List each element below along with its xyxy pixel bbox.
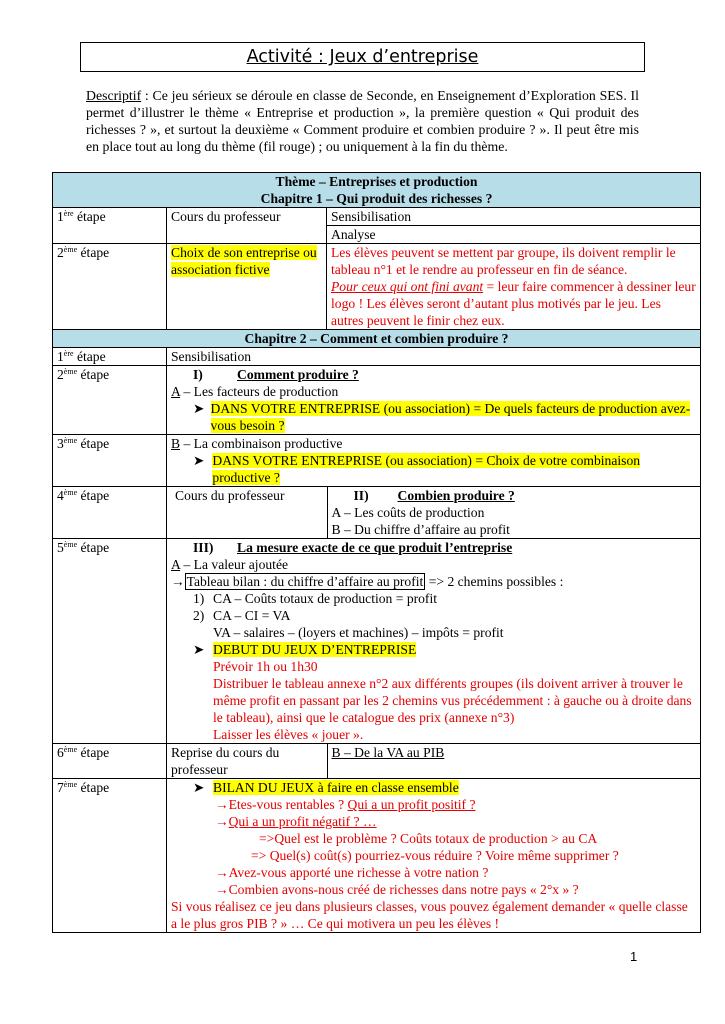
bullet-arrow-icon: ➤	[193, 453, 205, 468]
arrow-icon: →	[215, 865, 229, 880]
step-content-cell: I) Comment produire ? A – Les facteurs de production ➤ DANS VOTRE ENTREPRISE (ou association) = De quels facteurs de production avez-vous besoin ?	[167, 366, 701, 435]
step-cell: 1ère étape	[53, 348, 167, 366]
step-cell: 2ème étape	[53, 244, 167, 330]
step-cell: 1ère étape	[53, 208, 167, 244]
step-cell: 2ème étape	[53, 366, 167, 435]
theme-header-cell	[53, 173, 701, 208]
step-content-cell: B – La combinaison productive ➤ DANS VOTRE ENTREPRISE (ou association) = Choix de votre combinaison productive ?	[167, 435, 701, 487]
step-content-cell: ➤ BILAN DU JEUX à faire en classe ensemble →Etes-vous rentables ? Qui a un profit positif ? →Qui a un profit négatif ? … =>Quel est le problème ? Coûts totaux de production > au CA => Quel(s) coût(s) pourriez-vous réduire ? Voire même supprimer ? →Avez-vous apporté une richesse à votre nation ? →Combien avons-nous créé de richesses dans notre pays « 2°x » ? Si vous réalisez ce jeu dans plusieurs classes, vous pouvez également demander « quelle classe a le plus gros PIB ? » … Ce qui motivera un peu les élèves !	[167, 779, 701, 933]
step-content-cell: Cours du professeur	[167, 208, 327, 244]
table-row	[53, 435, 701, 487]
description-text: : Ce jeu sérieux se déroule en classe de Seconde, en Enseignement d’Exploration SES. Il permet d’illustrer le thème « Entreprise et production », la première question « Qui produit des richesses ? », et surtout la deuxième « Comment produire et combien produire ? ». Il peut être mis en place tout au long du thème (fil rouge) ; ou uniquement à la fin du thème.	[86, 88, 639, 154]
step-content-cell	[167, 244, 327, 330]
table-row	[53, 244, 701, 330]
step-cell: 6ème étape	[53, 744, 167, 779]
table-row	[53, 744, 701, 779]
header-row-chapter2	[53, 330, 701, 348]
page-title: Activité : Jeux d’entreprise	[80, 42, 645, 72]
step-content-cell: III) La mesure exacte de ce que produit l’entreprise A – La valeur ajoutée → Tableau bilan : du chiffre d’affaire au profit => 2 chemins possibles : 1) CA – Coûts totaux de production = profit 2) CA – CI = VA VA – salaires – (loyers et machines) – impôts = profit ➤ DEBUT DU JEUX D’ENTREPRISE Prévoir 1h ou 1h30 Distribuer le tableau annexe n°2 aux différents groupes (ils doivent arriver à trouver le même profit en passant par les 2 chemins vus précédemment : à gauche ou à droite dans le tableau), ainsi que le catalogue des prix (annexe n°3) Laisser les élèves « jouer ».	[167, 539, 701, 744]
description-label: Descriptif	[86, 88, 142, 103]
table-row	[53, 348, 701, 366]
step-cell: 5ème étape	[53, 539, 167, 744]
bullet-arrow-icon: ➤	[193, 780, 205, 795]
combien-produire-cell: II) Combien produire ? A – Les coûts de production B – Du chiffre d’affaire au profit	[327, 487, 700, 538]
highlighted-text: Choix de son entreprise ou association fictive	[171, 245, 317, 277]
step-cell: 3ème étape	[53, 435, 167, 487]
step-content-cell: Sensibilisation	[167, 348, 701, 366]
table-row	[53, 487, 701, 539]
arrow-icon: →	[215, 882, 229, 897]
course-text: Reprise du cours du professeur	[171, 745, 280, 777]
step-detail-cell	[327, 208, 701, 244]
table-row	[53, 539, 701, 744]
activity-table	[52, 172, 701, 933]
step-content-cell	[167, 487, 701, 539]
table-row	[53, 366, 701, 435]
step-detail-cell: Les élèves peuvent se mettent par groupe, ils doivent remplir le tableau n°1 et le rendre au professeur en fin de séance. Pour ceux qui ont fini avant = leur faire commencer à dessiner leur logo ! Les élèves seront d’autant plus motivés par le jeu. Les autres peuvent le finir chez eux.	[327, 244, 701, 330]
arrow-icon: →	[215, 797, 229, 812]
theme-header: Thème – Entreprises et production	[275, 174, 478, 189]
bullet-arrow-icon: ➤	[193, 642, 205, 657]
chapter1-header: Chapitre 1 – Qui produit des richesses ?	[260, 191, 493, 206]
step-cell: 7ème étape	[53, 779, 167, 933]
arrow-icon: →	[215, 814, 229, 829]
step-cell: 4ème étape	[53, 487, 167, 539]
analyse-text: Analyse	[331, 227, 376, 242]
description-paragraph	[86, 87, 639, 155]
table-row	[53, 208, 701, 244]
header-row-theme	[53, 173, 701, 208]
page-number: 1	[630, 949, 638, 964]
va-pib-cell: B – De la VA au PIB	[327, 744, 700, 778]
bullet-arrow-icon: ➤	[193, 401, 205, 416]
chapter2-header: Chapitre 2 – Comment et combien produire ?	[53, 330, 701, 348]
sensibilisation-text: Sensibilisation	[327, 208, 700, 226]
course-text: Cours du professeur	[175, 488, 285, 503]
boxed-text: Tableau bilan : du chiffre d’affaire au profit	[186, 574, 424, 589]
step-content-cell	[167, 744, 701, 779]
arrow-icon: →	[171, 574, 185, 589]
table-row	[53, 779, 701, 933]
